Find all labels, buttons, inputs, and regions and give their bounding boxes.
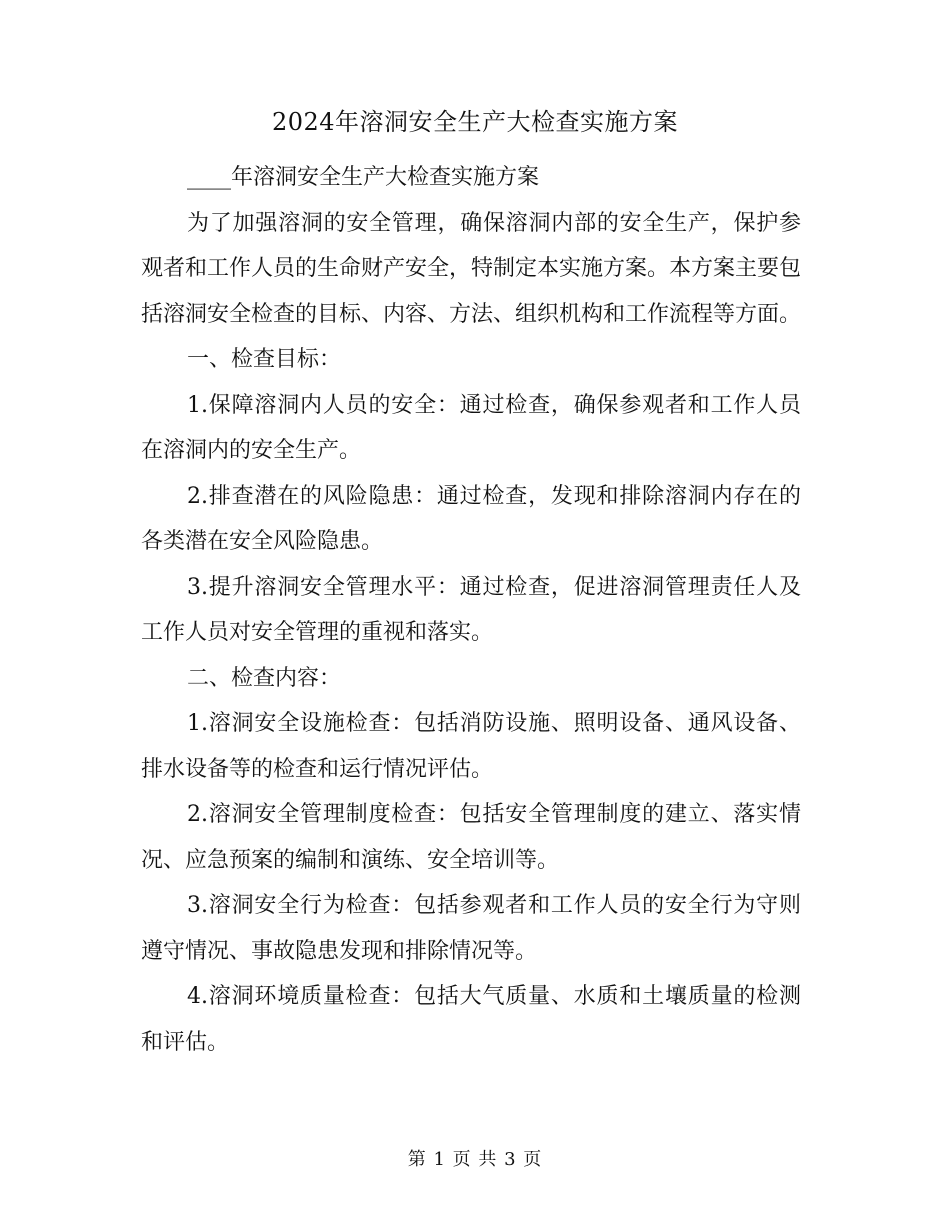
- page-footer: 第 1 页 共 3 页: [407, 1149, 543, 1170]
- objective-item-3: 3.提升溶洞安全管理水平：通过检查，促进溶洞管理责任人及工作人员对安全管理的重视和落实。: [141, 574, 801, 645]
- document-title: 2024年溶洞安全生产大检查实施方案: [271, 108, 679, 136]
- content-item-2: 2.溶洞安全管理制度检查：包括安全管理制度的建立、落实情况、应急预案的编制和演练、安全培训等。: [141, 802, 801, 873]
- section-heading-content: 二、检查内容：: [187, 665, 342, 691]
- objective-item-2: 2.排查潜在的风险隐患：通过检查，发现和排除溶洞内存在的各类潜在安全风险隐患。: [141, 483, 801, 554]
- content-item-3: 3.溶洞安全行为检查：包括参观者和工作人员的安全行为守则遵守情况、事故隐患发现和排除情况等。: [141, 893, 801, 964]
- objective-item-1: 1.保障溶洞内人员的安全：通过检查，确保参观者和工作人员在溶洞内的安全生产。: [141, 392, 801, 463]
- intro-paragraph: 为了加强溶洞的安全管理，确保溶洞内部的安全生产，保护参观者和工作人员的生命财产安全，特制定本实施方案。本方案主要包括溶洞安全检查的目标、内容、方法、组织机构和工作流程等方面。: [141, 210, 802, 327]
- section-heading-objectives: 一、检查目标：: [187, 347, 342, 372]
- content-item-4: 4.溶洞环境质量检查：包括大气质量、水质和土壤质量的检测和评估。: [141, 984, 801, 1055]
- subtitle-line: ____年溶洞安全生产大检查实施方案: [187, 165, 540, 190]
- document-body: [141, 155, 801, 1065]
- content-item-1: 1.溶洞安全设施检查：包括消防设施、照明设备、通风设备、排水设备等的检查和运行情况评估。: [141, 711, 801, 782]
